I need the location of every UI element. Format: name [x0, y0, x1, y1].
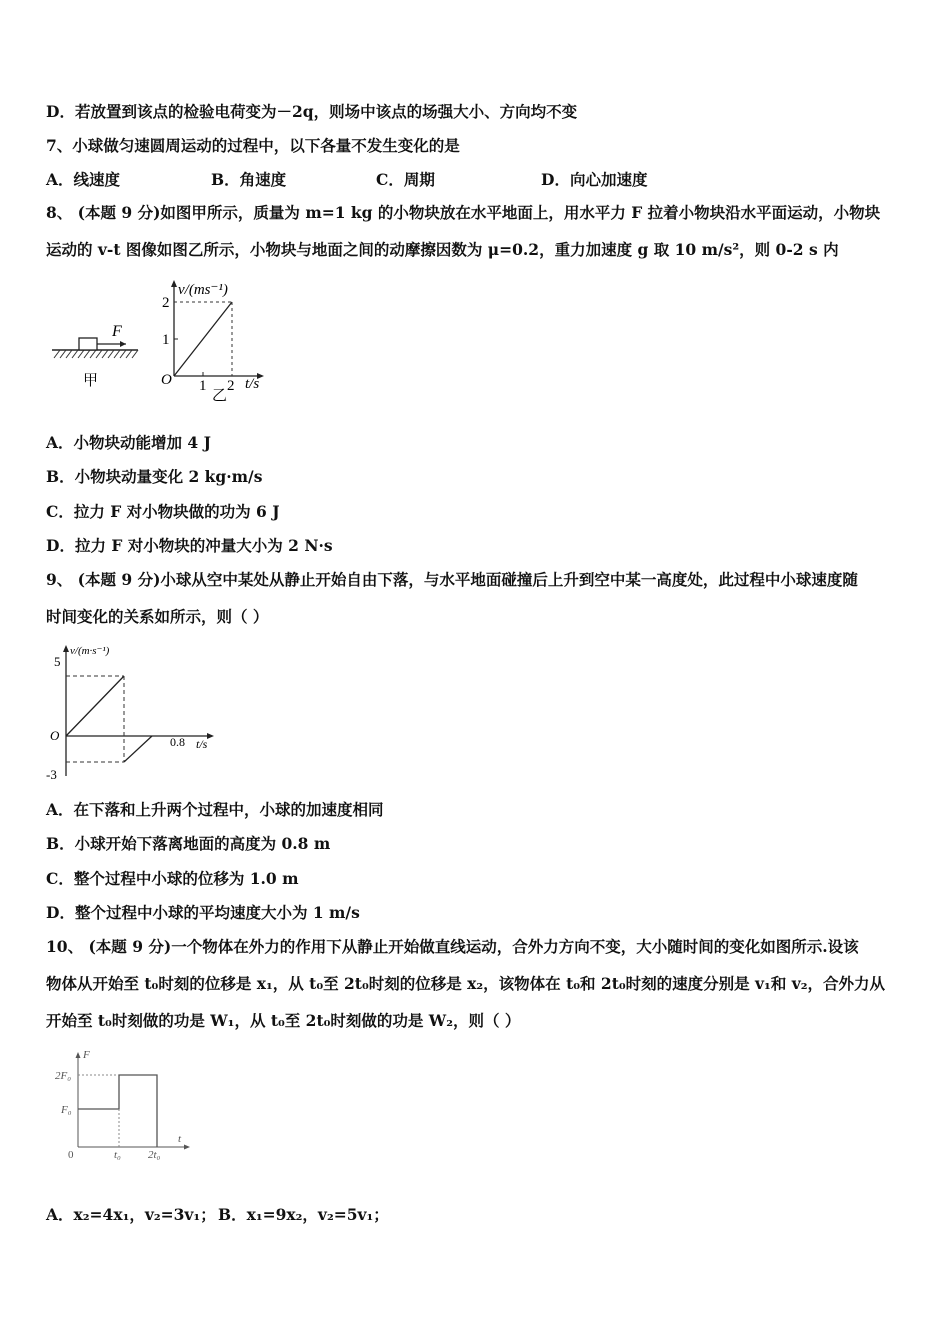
q9-xlabel: t/s [196, 737, 208, 751]
q10-ylabel: F [83, 1049, 90, 1061]
q9-fall-line [66, 676, 124, 736]
q7-option-a: A．线速度 [46, 170, 121, 189]
q10-option-b: B．x₁=9x₂，v₂=5v₁； [218, 1205, 389, 1224]
q8-vt-line [174, 302, 232, 376]
q6-option-d: D．若放置到该点的检验电荷变为－2q，则场中该点的场强大小、方向均不变 [46, 102, 578, 121]
q8-xtick-1: 1 [199, 378, 207, 394]
q9-ylabel: v/(m·s⁻¹) [70, 645, 110, 657]
q8-ylabel: v/(ms⁻¹) [178, 282, 228, 298]
q10-stem-line2: 物体从开始至 t₀时刻的位移是 x₁，从 t₀至 2t₀时刻的位移是 x₂，该物体在 t₀和 2t₀时刻的速度分别是 v₁和 v₂，合外力从 [46, 974, 886, 993]
q8-xlabel: t/s [245, 376, 260, 392]
q9-option-b: B．小球开始下落离地面的高度为 0.8 m [46, 834, 331, 853]
q10-force-line [78, 1075, 157, 1147]
q10-y2: 2F₀ [55, 1070, 72, 1082]
q9-origin: O [50, 728, 60, 743]
q9-ytop: 5 [54, 654, 61, 669]
q9-option-c: C．整个过程中小球的位移为 1.0 m [46, 869, 299, 888]
q9-option-d: D．整个过程中小球的平均速度大小为 1 m/s [46, 903, 360, 922]
q10-x2: 2t₀ [148, 1149, 161, 1161]
q9-rise-line [124, 736, 152, 762]
q9-option-a: A．在下落和上升两个过程中，小球的加速度相同 [46, 800, 384, 819]
q7-option-d: D．向心加速度 [541, 170, 648, 189]
q10-y1: F₀ [61, 1104, 72, 1116]
q8-origin: O [161, 372, 172, 388]
q8-figure [40, 272, 280, 402]
q8-figure-yi [161, 280, 264, 402]
q7-option-c: C．周期 [376, 170, 435, 189]
q7-option-b: B．角速度 [211, 170, 287, 189]
q7-stem: 7、小球做匀速圆周运动的过程中，以下各量不发生变化的是 [46, 136, 460, 155]
q8-option-b: B．小物块动量变化 2 kg·m/s [46, 467, 263, 486]
q8-option-c: C．拉力 F 对小物块做的功为 6 J [46, 502, 280, 521]
q8-stem-line2: 运动的 v-t 图像如图乙所示，小物块与地面之间的动摩擦因数为 μ=0.2，重力加速度 g 取 10 m/s²，则 0-2 s 内 [46, 240, 839, 259]
q8-option-a: A．小物块动能增加 4 J [46, 433, 211, 452]
q10-stem-line1: 10、 (本题 9 分)一个物体在外力的作用下从静止开始做直线运动，合外力方向不变，大小随时间的变化如图所示.设该 [46, 937, 859, 956]
q9-stem-line2: 时间变化的关系如所示，则（ ） [46, 607, 269, 626]
q8-option-d: D．拉力 F 对小物块的冲量大小为 2 N·s [46, 536, 333, 555]
q8-figure-jia [52, 323, 138, 389]
q9-ybottom: -3 [46, 767, 57, 782]
q8-ytick-1: 1 [162, 332, 170, 348]
q10-option-a: A．x₂=4x₁，v₂=3v₁； [46, 1205, 216, 1224]
q8-xtick-2: 2 [227, 378, 235, 394]
q9-stem-line1: 9、 (本题 9 分)小球从空中某处从静止开始自由下落，与水平地面碰撞后上升到空中某一高度处，此过程中小球速度随 [46, 570, 858, 589]
q8-block [79, 338, 97, 350]
q8-yi-label: 乙 [212, 388, 228, 402]
q10-figure [52, 1042, 197, 1167]
q10-origin: 0 [68, 1149, 74, 1161]
q10-x1: t₀ [114, 1149, 121, 1161]
q10-xlabel: t [178, 1133, 182, 1145]
q8-ytick-2: 2 [162, 295, 170, 311]
q9-figure [46, 640, 221, 785]
q8-jia-label: 甲 [83, 373, 99, 389]
q8-force-label: F [112, 323, 122, 340]
q10-stem-line3: 开始至 t₀时刻做的功是 W₁，从 t₀至 2t₀时刻做的功是 W₂，则（ ） [46, 1011, 521, 1030]
q9-xtick: 0.8 [170, 735, 185, 749]
q8-stem-line1: 8、 (本题 9 分)如图甲所示，质量为 m=1 kg 的小物块放在水平地面上，用水平力 F 拉着小物块沿水平面运动，小物块 [46, 203, 881, 222]
